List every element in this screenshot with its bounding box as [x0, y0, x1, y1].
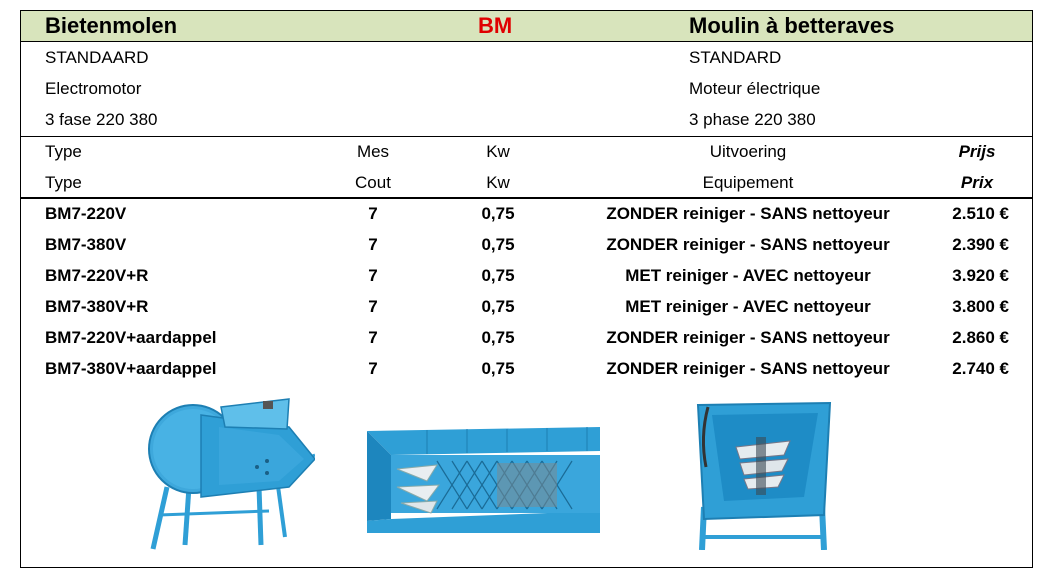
- row-equipment: MET reiniger - AVEC nettoyeur: [625, 297, 871, 316]
- row-kw: 0,75: [481, 359, 515, 378]
- machine-hopper-photo: [684, 397, 840, 550]
- spec-nl-1: STANDAARD: [45, 48, 149, 67]
- spec-fr-2: Moteur électrique: [689, 79, 821, 98]
- price-sheet: [20, 10, 1033, 568]
- row-mes: 7: [368, 328, 378, 347]
- row-price: 2.510 €: [952, 204, 1009, 223]
- row-price: 2.860 €: [952, 328, 1009, 347]
- header-mes-fr: Cout: [355, 173, 391, 192]
- row-kw: 0,75: [481, 328, 515, 347]
- divider-specs: [21, 136, 1032, 137]
- row-type: BM7-220V: [45, 204, 127, 223]
- row-mes: 7: [368, 359, 378, 378]
- title-left: Bietenmolen: [45, 13, 178, 38]
- row-equipment: ZONDER reiniger - SANS nettoyeur: [606, 204, 890, 223]
- row-type: BM7-220V+R: [45, 266, 149, 285]
- row-price: 2.740 €: [952, 359, 1009, 378]
- row-mes: 7: [368, 297, 378, 316]
- row-price: 2.390 €: [952, 235, 1009, 254]
- spec-nl-2: Electromotor: [45, 79, 142, 98]
- row-equipment: ZONDER reiniger - SANS nettoyeur: [606, 235, 890, 254]
- row-equipment: ZONDER reiniger - SANS nettoyeur: [606, 328, 890, 347]
- header-kw-nl: Kw: [486, 142, 510, 161]
- row-mes: 7: [368, 235, 378, 254]
- title-right: Moulin à betteraves: [689, 13, 895, 38]
- row-kw: 0,75: [481, 204, 515, 223]
- row-price: 3.920 €: [952, 266, 1009, 285]
- row-kw: 0,75: [481, 235, 515, 254]
- header-kw-fr: Kw: [486, 173, 510, 192]
- spec-fr-1: STANDARD: [689, 48, 782, 67]
- machine-side-photo: [139, 387, 315, 552]
- row-mes: 7: [368, 266, 378, 285]
- divider-header: [21, 197, 1032, 199]
- header-price-nl: Prijs: [958, 142, 996, 161]
- machine-drum-photo: [367, 421, 600, 533]
- header-equipment-fr: Equipement: [702, 173, 794, 192]
- header-price-fr: Prix: [960, 173, 994, 192]
- row-type: BM7-220V+aardappel: [45, 328, 217, 347]
- spec-fr-3: 3 phase 220 380: [689, 110, 816, 129]
- row-type: BM7-380V: [45, 235, 127, 254]
- row-mes: 7: [368, 204, 378, 223]
- header-equipment-nl: Uitvoering: [709, 142, 787, 161]
- title-bar: [21, 11, 1032, 42]
- spec-nl-3: 3 fase 220 380: [45, 110, 158, 129]
- row-equipment: ZONDER reiniger - SANS nettoyeur: [606, 359, 890, 378]
- header-type-fr: Type: [45, 173, 82, 192]
- header-mes-nl: Mes: [356, 142, 390, 161]
- row-kw: 0,75: [481, 297, 515, 316]
- row-equipment: MET reiniger - AVEC nettoyeur: [625, 266, 871, 285]
- row-kw: 0,75: [481, 266, 515, 285]
- header-type-nl: Type: [45, 142, 82, 161]
- row-price: 3.800 €: [952, 297, 1009, 316]
- row-type: BM7-380V+aardappel: [45, 359, 217, 378]
- row-type: BM7-380V+R: [45, 297, 149, 316]
- title-code: BM: [478, 13, 513, 38]
